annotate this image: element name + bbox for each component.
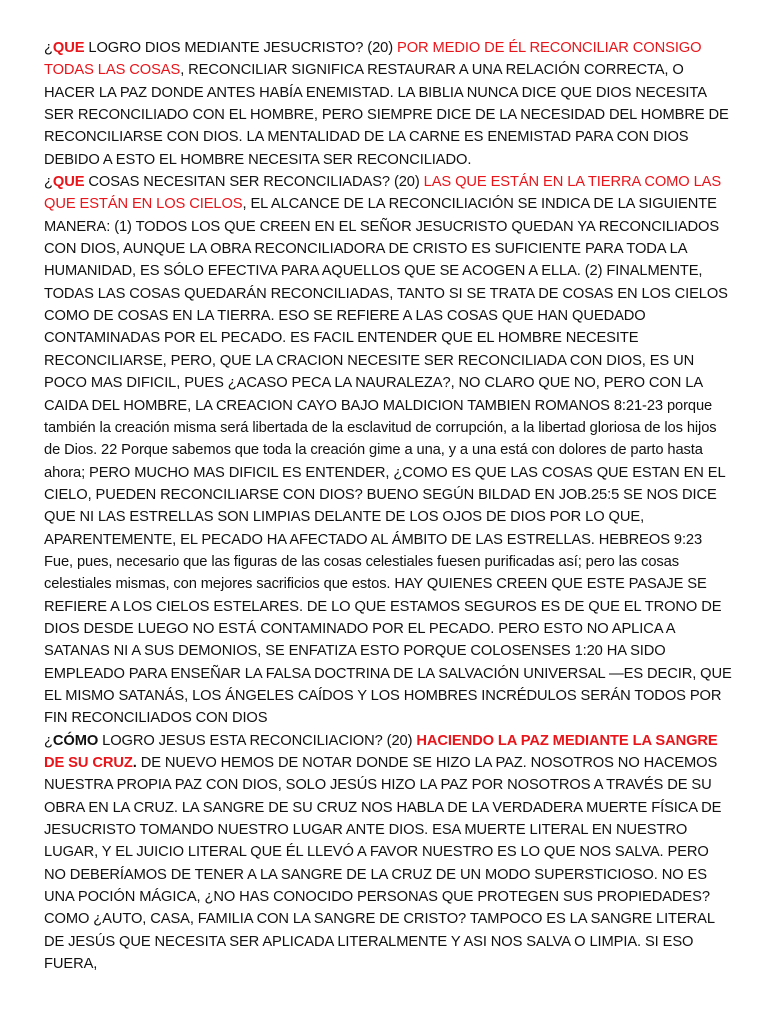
question-word: QUE <box>52 40 85 56</box>
paragraph-body: , EL ALCANCE DE LA RECONCILIACIÓN SE INDICA DE LA SIGUIENTE MANERA: (1) TODOS LOS QUE CREEN EN EL SEÑOR JESUCRISTO QUEDAN YA RECONCILIADOS CON DIOS, AUNQUE LA OBRA RECONCILIADORA DE CRISTO ES SUFICIENTE PARA TODA LA HUMANIDAD, ES SÓLO EFECTIVA PARA AQUELLOS QUE SE ACOGEN A ELLA. (2) FINALMENTE, TODAS LAS COSAS QUEDARÁN RECONCILIADAS, TANTO SI SE TRATA DE COSAS EN LOS CIELOS COMO DE COSAS EN LA TIERRA. ESO SE REFIERE A LAS COSAS QUE HAN QUEDADO CONTAMINADAS POR EL PECADO. ES FACIL ENTENDER QUE EL HOMBRE NECESITE RECONCILIARSE, PERO, QUE LA CRACION NECESITE SER RECONCILIADA CON DIOS, ES UN POCO MAS DIFICIL, PUES ¿ACASO PECA LA NAURALEZA?, NO CLARO QUE NO, PERO CON LA CAIDA DEL HOMBRE, LA CREACION CAYO BAJO MALDICION TAMBIEN ROMANOS 8:21-23 porque también la creación misma será libertada de la esclavitud de corrupción, a la libertad gloriosa de los hijos de Dios. 22 Porque sabemos que toda la creación gime a una, y a una está con dolores de parto hasta ahora; PERO MUCHO MAS DIFICIL ES ENTENDER, ¿COMO ES QUE LAS COSAS QUE ESTAN EN EL CIELO, PUEDEN RECONCILIARSE CON DIOS? BUENO SEGÚN BILDAD EN JOB.25:5 SE NOS DICE QUE NI LAS ESTRELLAS SON LIMPIAS DELANTE DE LOS OJOS DE DIOS POR LO QUE, APARENTEMENTE, EL PECADO HA AFECTADO AL ÁMBITO DE LAS ESTRELLAS. HEBREOS 9:23 Fue, pues, necesario que las figuras de las cosas celestiales fuesen purificadas así; pero las cosas celestiales mismas, con mejores sacrificios que estos. HAY QUIENES CREEN QUE ESTE PASAJE SE REFIERE A LOS CIELOS ESTELARES. DE LO QUE ESTAMOS SEGUROS ES DE QUE EL TRONO DE DIOS DESDE LUEGO NO ESTÁ CONTAMINADO POR EL PECADO. PERO ESTO NO APLICA A SATANAS NI A SUS DEMONIOS, SE ENFATIZA ESTO PORQUE COLOSENSES 1:20 HA SIDO EMPLEADO PARA ENSEÑAR LA FALSA DOCTRINA DE LA SALVACIÓN UNIVERSAL —ES DECIR, QUE EL MISMO SATANÁS, LOS ÁNGELES CAÍDOS Y LOS HOMBRES INCRÉDULOS SERÁN TODOS POR FIN RECONCILIADOS CON DIOS <box>44 196 732 727</box>
paragraph-how-jesus-reconciled <box>44 730 734 976</box>
question-text: LOGRO DIOS MEDIANTE JESUCRISTO? (20) <box>84 40 397 56</box>
document-page <box>44 37 734 975</box>
question-prefix: ¿ <box>44 174 53 191</box>
paragraph-body: DE NUEVO HEMOS DE NOTAR DONDE SE HIZO LA PAZ. NOSOTROS NO HACEMOS NUESTRA PROPIA PAZ CON DIOS, SOLO JESÚS HIZO LA PAZ POR NOSOTROS A TRAVÉS DE SU OBRA EN LA CRUZ. LA SANGRE DE SU CRUZ NOS HABLA DE LA VERDADERA MUERTE FÍSICA DE JESUCRISTO TOMANDO NUESTRO LUGAR ANTE DIOS. ESA MUERTE LITERAL EN NUESTRO LUGAR, Y EL JUICIO LITERAL QUE ÉL LLEVÓ A FAVOR NUESTRO ES LO QUE NOS SALVA. PERO NO DEBERÍAMOS DE TENER A LA SANGRE DE LA CRUZ DE UN MODO SUPERSTICIOSO. NO ES UNA POCIÓN MÁGICA, ¿NO HAS CONOCIDO PERSONAS QUE PROTEGEN SUS PROPIEDADES? COMO ¿AUTO, CASA, FAMILIA CON LA SANGRE DE CRISTO? TAMPOCO ES LA SANGRE LITERAL DE JESÚS QUE NECESITA SER APLICADA LITERALMENTE Y ASI NOS SALVA O LIMPIA. SI ESO FUERA, <box>44 755 722 973</box>
question-text: LOGRO JESUS ESTA RECONCILIACION? (20) <box>98 732 417 749</box>
question-word: QUE <box>52 174 85 191</box>
question-prefix: ¿ <box>44 732 53 749</box>
paragraph-things-reconciled <box>44 171 734 730</box>
paragraph-body: , RECONCILIAR SIGNIFICA RESTAURAR A UNA RELACIÓN CORRECTA, O HACER LA PAZ DONDE ANTES HABÍA ENEMISTAD. LA BIBLIA NUNCA DICE QUE DIOS NECESITA SER RECONCILIADO CON EL HOMBRE, PERO SIEMPRE DICE DE LA NECESIDAD DEL HOMBRE DE RECONCILIARSE CON DIOS. LA MENTALIDAD DE LA CARNE ES ENEMISTAD PARA CON DIOS DEBIDO A ESTO EL HOMBRE NECESITA SER RECONCILIADO. <box>44 62 729 168</box>
answer-highlight: POR MEDIO DE ÉL RECONCILIAR CONSIGO TODAS LAS COSAS <box>44 40 702 79</box>
answer-highlight: LAS QUE ESTÁN EN LA TIERRA COMO LAS QUE ESTÁN EN LOS CIELOS <box>44 174 722 213</box>
question-text: COSAS NECESITAN SER RECONCILIADAS? (20) <box>84 174 424 191</box>
question-prefix: ¿ <box>44 40 53 56</box>
answer-period: . <box>132 755 137 771</box>
question-word: CÓMO <box>52 732 99 749</box>
paragraph-what-god-achieved <box>44 37 734 171</box>
answer-highlight: HACIENDO LA PAZ MEDIANTE LA SANGRE DE SU CRUZ <box>44 732 718 771</box>
